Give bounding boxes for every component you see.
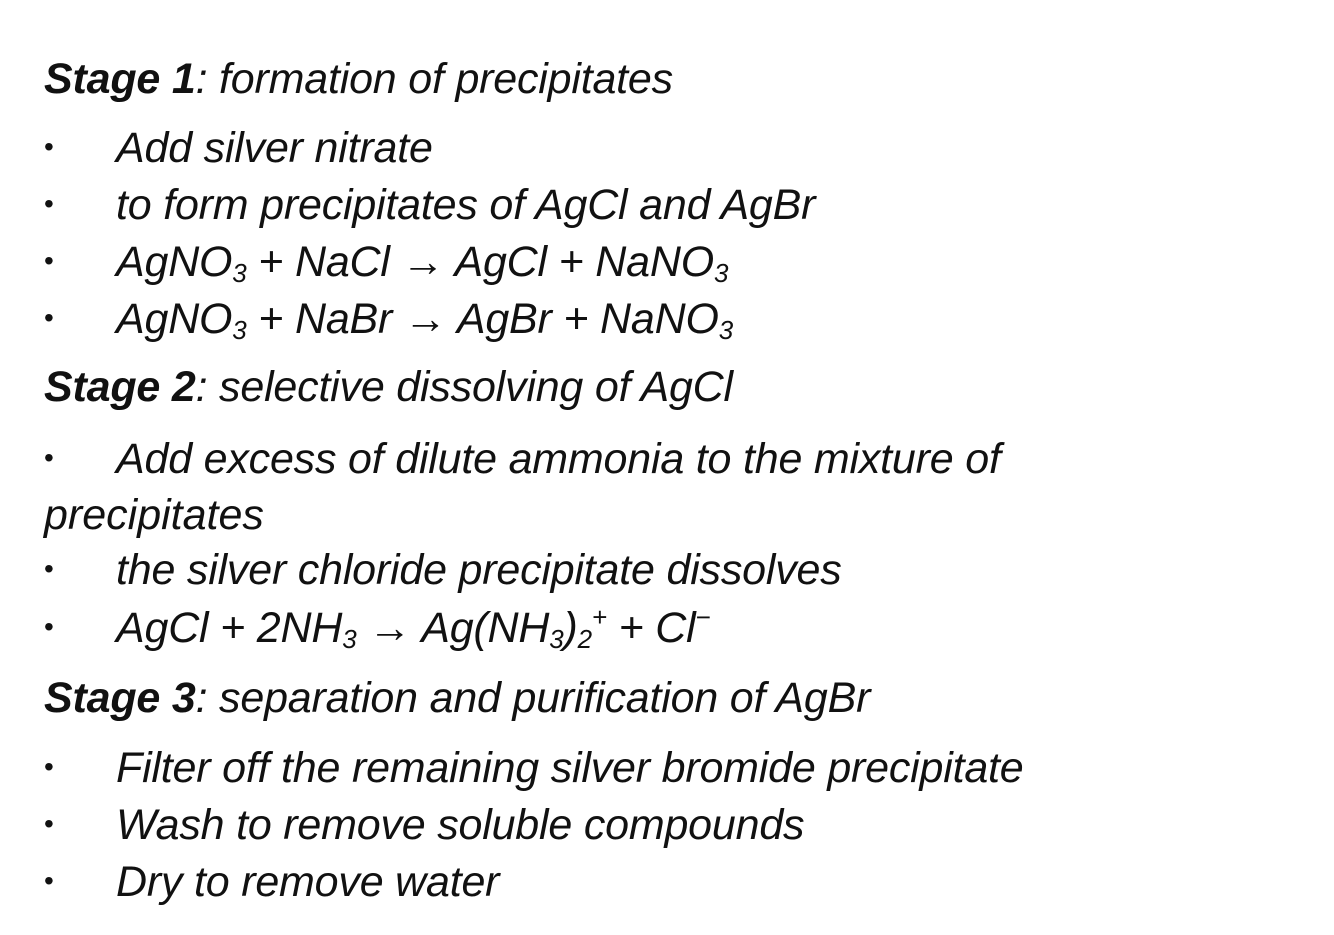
list-item: • Dry to remove water [44,858,500,906]
bullet-icon: • [44,864,54,896]
bullet-icon: • [44,301,54,333]
stage-2-label: Stage 2 [44,363,196,411]
stage-3-title: : separation and purification of AgBr [195,674,871,722]
bullet-icon: • [44,441,54,473]
stage-1-title: : formation of precipitates [195,55,673,103]
stage-1-label: Stage 1 [44,55,196,103]
bullet-icon: • [44,807,54,839]
stage-1-heading [44,55,673,104]
bullet-icon: • [44,750,54,782]
reaction-arrow-icon: → [403,295,447,343]
bullet-icon: • [44,610,54,642]
bullet-icon: • [44,244,54,276]
equation-agcl-formation: • AgNO$_3$ + NaCl → AgCl + NaNO$_3$ [44,238,729,288]
equation-agcl-dissolving: • AgCl + $2NH_3 \to Ag(NH_3)_2^+ + Cl^-$ [44,602,711,654]
list-item: • Wash to remove soluble compounds [44,801,805,849]
stage-2-heading [44,363,733,412]
stage-3-heading [44,674,870,723]
list-item: • Add excess of dilute ammonia to the mixture of [44,435,1001,483]
stage-2-title: : selective dissolving of AgCl [195,363,733,411]
list-item: • to form precipitates of AgCl and AgBr [44,181,816,229]
list-item: • Filter off the remaining silver bromide precipitate [44,744,1024,792]
list-item: • the silver chloride precipitate dissolves [44,546,842,594]
bullet-icon: • [44,552,54,584]
bullet-icon: • [44,130,54,162]
stage-3-label: Stage 3 [44,674,196,722]
list-item-continuation: precipitates [44,491,264,539]
equation-agbr-formation: • AgNO$_3$ + NaBr → AgBr + NaNO$_3$ [44,295,733,345]
reaction-arrow-icon: → [401,238,445,286]
bullet-icon: • [44,187,54,219]
list-item: • Add silver nitrate [44,124,433,172]
reaction-arrow-icon: → [368,604,412,652]
